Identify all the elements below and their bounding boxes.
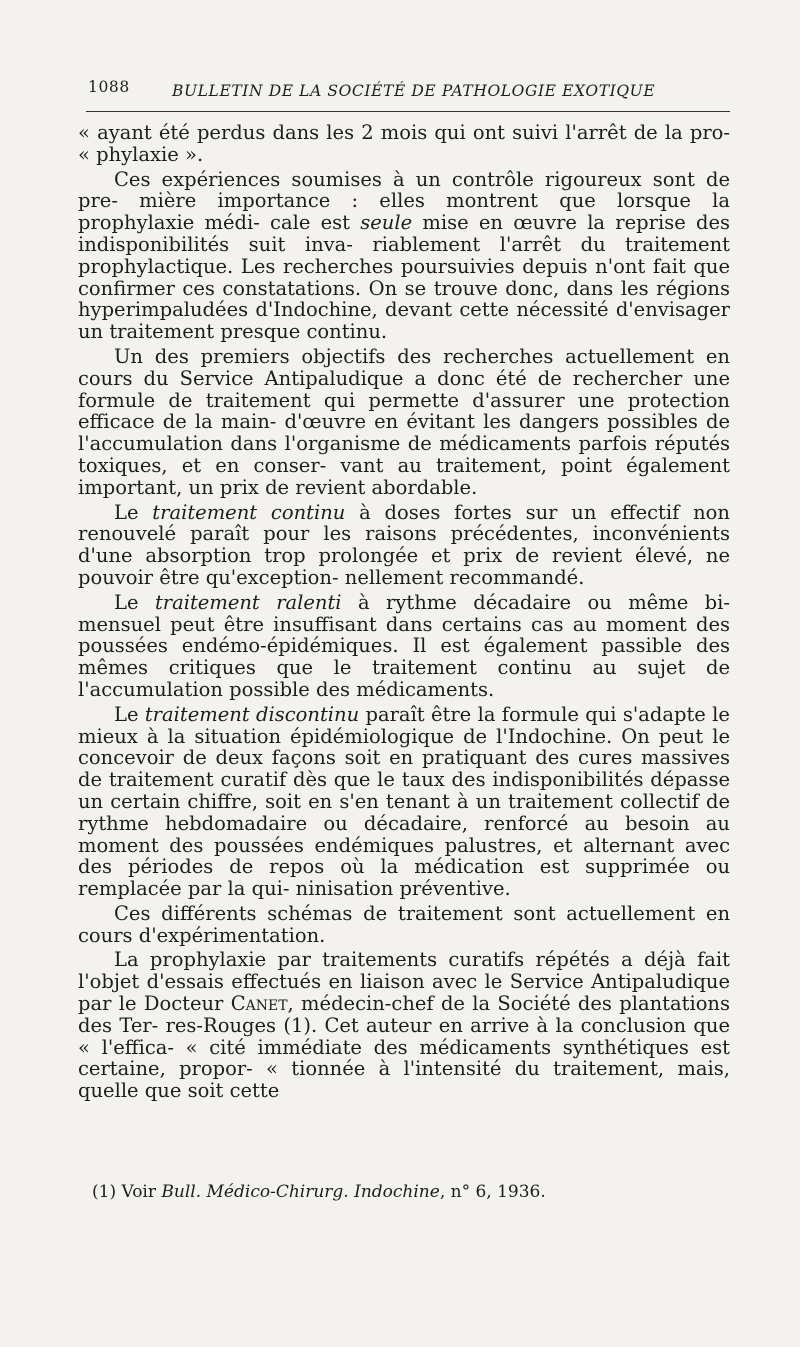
page-number: 1088	[88, 78, 130, 96]
paragraph: La prophylaxie par traitements curatifs répétés a déjà fait l'objet d'essais effectués en liaison avec le Service Antipaludique par le Docteur Canet, médecin-chef de la Société des plantations des Ter- res-Rouges (1). Cet auteur en arrive à la conclusion que « l'effica- « cité immédiate des médicaments synthétiques est certaine, propor- « tionnée à l'intensité du traitement, mais, quelle que soit cette	[78, 948, 730, 1103]
paragraph: « ayant été perdus dans les 2 mois qui ont suivi l'arrêt de la pro- « phylaxie ».	[78, 121, 730, 166]
paragraph: Le traitement discontinu paraît être la formule qui s'adapte le mieux à la situation épidémiologique de l'Indochine. On peut le concevoir de deux façons soit en pratiquant des cures massives de traitement curatif dès que le taux des indisponibilités dépasse un certain chiffre, soit en s'en tenant à un traitement collectif de rythme hebdomadaire ou décadaire, renforcé au besoin au moment des poussées endémiques palustres, et alternant avec des périodes de repos où la médication est supprimée ou remplacée par la qui- ninisation préventive.	[78, 702, 730, 901]
running-title: BULLETIN DE LA SOCIÉTÉ DE PATHOLOGIE EXOTIQUE	[172, 82, 656, 100]
journal-title: Bull. Médico-Chirurg. Indochine	[161, 1182, 440, 1202]
paragraph: Le traitement ralenti à rythme décadaire ou même bi-mensuel peut être insuffisant dans certains cas au moment des poussées endémo-épidémiques. Il est également passible des mêmes critiques que le traitement continu au sujet de l'accumulation possible des médicaments.	[78, 590, 730, 701]
footnote: (1) Voir Bull. Médico-Chirurg. Indochine, n° 6, 1936.	[92, 1182, 546, 1202]
header-rule	[86, 111, 730, 112]
paragraph: Un des premiers objectifs des recherches actuellement en cours du Service Antipaludique a donc été de rechercher une formule de traitement qui permette d'assurer une protection efficace de la main- d'œuvre en évitant les dangers possibles de l'accumulation dans l'organisme de médicaments parfois réputés toxiques, et en conser- vant au traitement, point également important, un prix de revient abordable.	[78, 344, 730, 499]
paragraph: Ces différents schémas de traitement sont actuellement en cours d'expérimentation.	[78, 901, 730, 947]
paragraph: Ces expériences soumises à un contrôle rigoureux sont de pre- mière importance : elles montrent que lorsque la prophylaxie médi- cale est seule mise en œuvre la reprise des indisponibilités suit inva- riablement l'arrêt du traitement prophylactique. Les recherches poursuivies depuis n'ont fait que confirmer ces constatations. On se trouve donc, dans les régions hyperimpaludées d'Indochine, devant cette nécessité d'envisager un traitement presque continu.	[78, 167, 731, 344]
body-text	[78, 122, 730, 1105]
paragraph: Le traitement continu à doses fortes sur un effectif non renouvelé paraît pour les raisons précédentes, inconvénients d'une absorption trop prolongée et prix de revient élevé, ne pouvoir être qu'exception- nellement recommandé.	[78, 500, 730, 589]
